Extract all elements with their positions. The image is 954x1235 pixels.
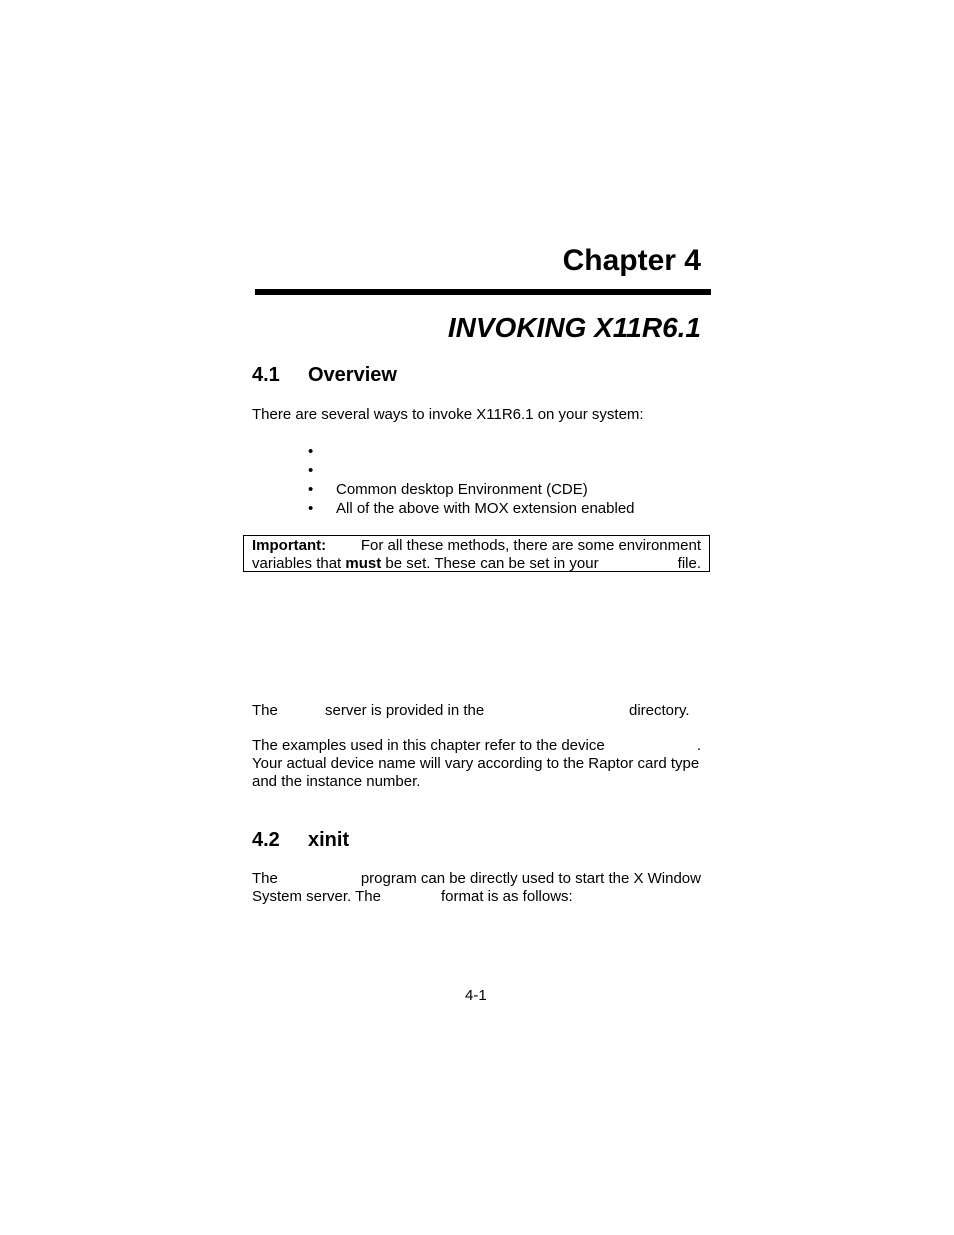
important-text-2a: variables that	[252, 555, 342, 572]
section-number: 4.2	[252, 829, 280, 851]
important-text-1: For all these methods, there are some environment	[360, 537, 701, 554]
device-line-1-end: .	[696, 737, 701, 754]
xinit-paragraph	[252, 870, 702, 906]
xinit-line-2a: System server. The	[252, 888, 381, 905]
xinit-line-2b: format is as follows:	[441, 888, 573, 905]
important-must: must	[345, 555, 382, 572]
chapter-title: Chapter 4	[562, 244, 701, 277]
device-line-1	[252, 737, 702, 755]
section-heading-xinit	[252, 829, 349, 852]
important-text-2b: be set. These can be set in your	[385, 555, 599, 572]
xinit-line-1b: program can be directly used to start the X Window	[360, 870, 701, 887]
important-line-1	[252, 537, 701, 555]
methods-list	[308, 442, 635, 518]
important-text-2c: file.	[677, 555, 701, 572]
list-item	[308, 461, 635, 480]
device-paragraph	[252, 737, 702, 791]
server-line-a: The	[252, 702, 278, 719]
device-line-3: and the instance number.	[252, 773, 421, 790]
xinit-line-1	[252, 870, 702, 888]
chapter-subtitle: INVOKING X11R6.1	[447, 312, 701, 343]
section-number: 4.1	[252, 364, 280, 386]
important-label: Important:	[252, 537, 327, 554]
device-line-1-text: The examples used in this chapter refer to the device	[252, 737, 605, 754]
server-line-c: directory.	[629, 702, 690, 719]
important-line-2	[252, 555, 701, 573]
list-item	[308, 442, 635, 461]
chapter-rule	[255, 289, 711, 295]
section-title: Overview	[308, 364, 397, 386]
list-item: • All of the above with MOX extension enabled	[308, 499, 635, 518]
server-line-b: server is provided in the	[325, 702, 485, 719]
section-heading-overview	[252, 364, 397, 387]
page-number: 4-1	[465, 987, 487, 1004]
device-line-2: Your actual device name will vary according to the Raptor card type	[252, 755, 700, 772]
overview-intro: There are several ways to invoke X11R6.1 on your system:	[252, 406, 644, 423]
section-title: xinit	[308, 829, 350, 851]
important-note	[243, 535, 710, 572]
xinit-line-1a: The	[252, 870, 278, 887]
server-location-line	[252, 702, 702, 720]
list-item: • Common desktop Environment (CDE)	[308, 480, 635, 499]
xinit-line-2	[252, 888, 702, 906]
